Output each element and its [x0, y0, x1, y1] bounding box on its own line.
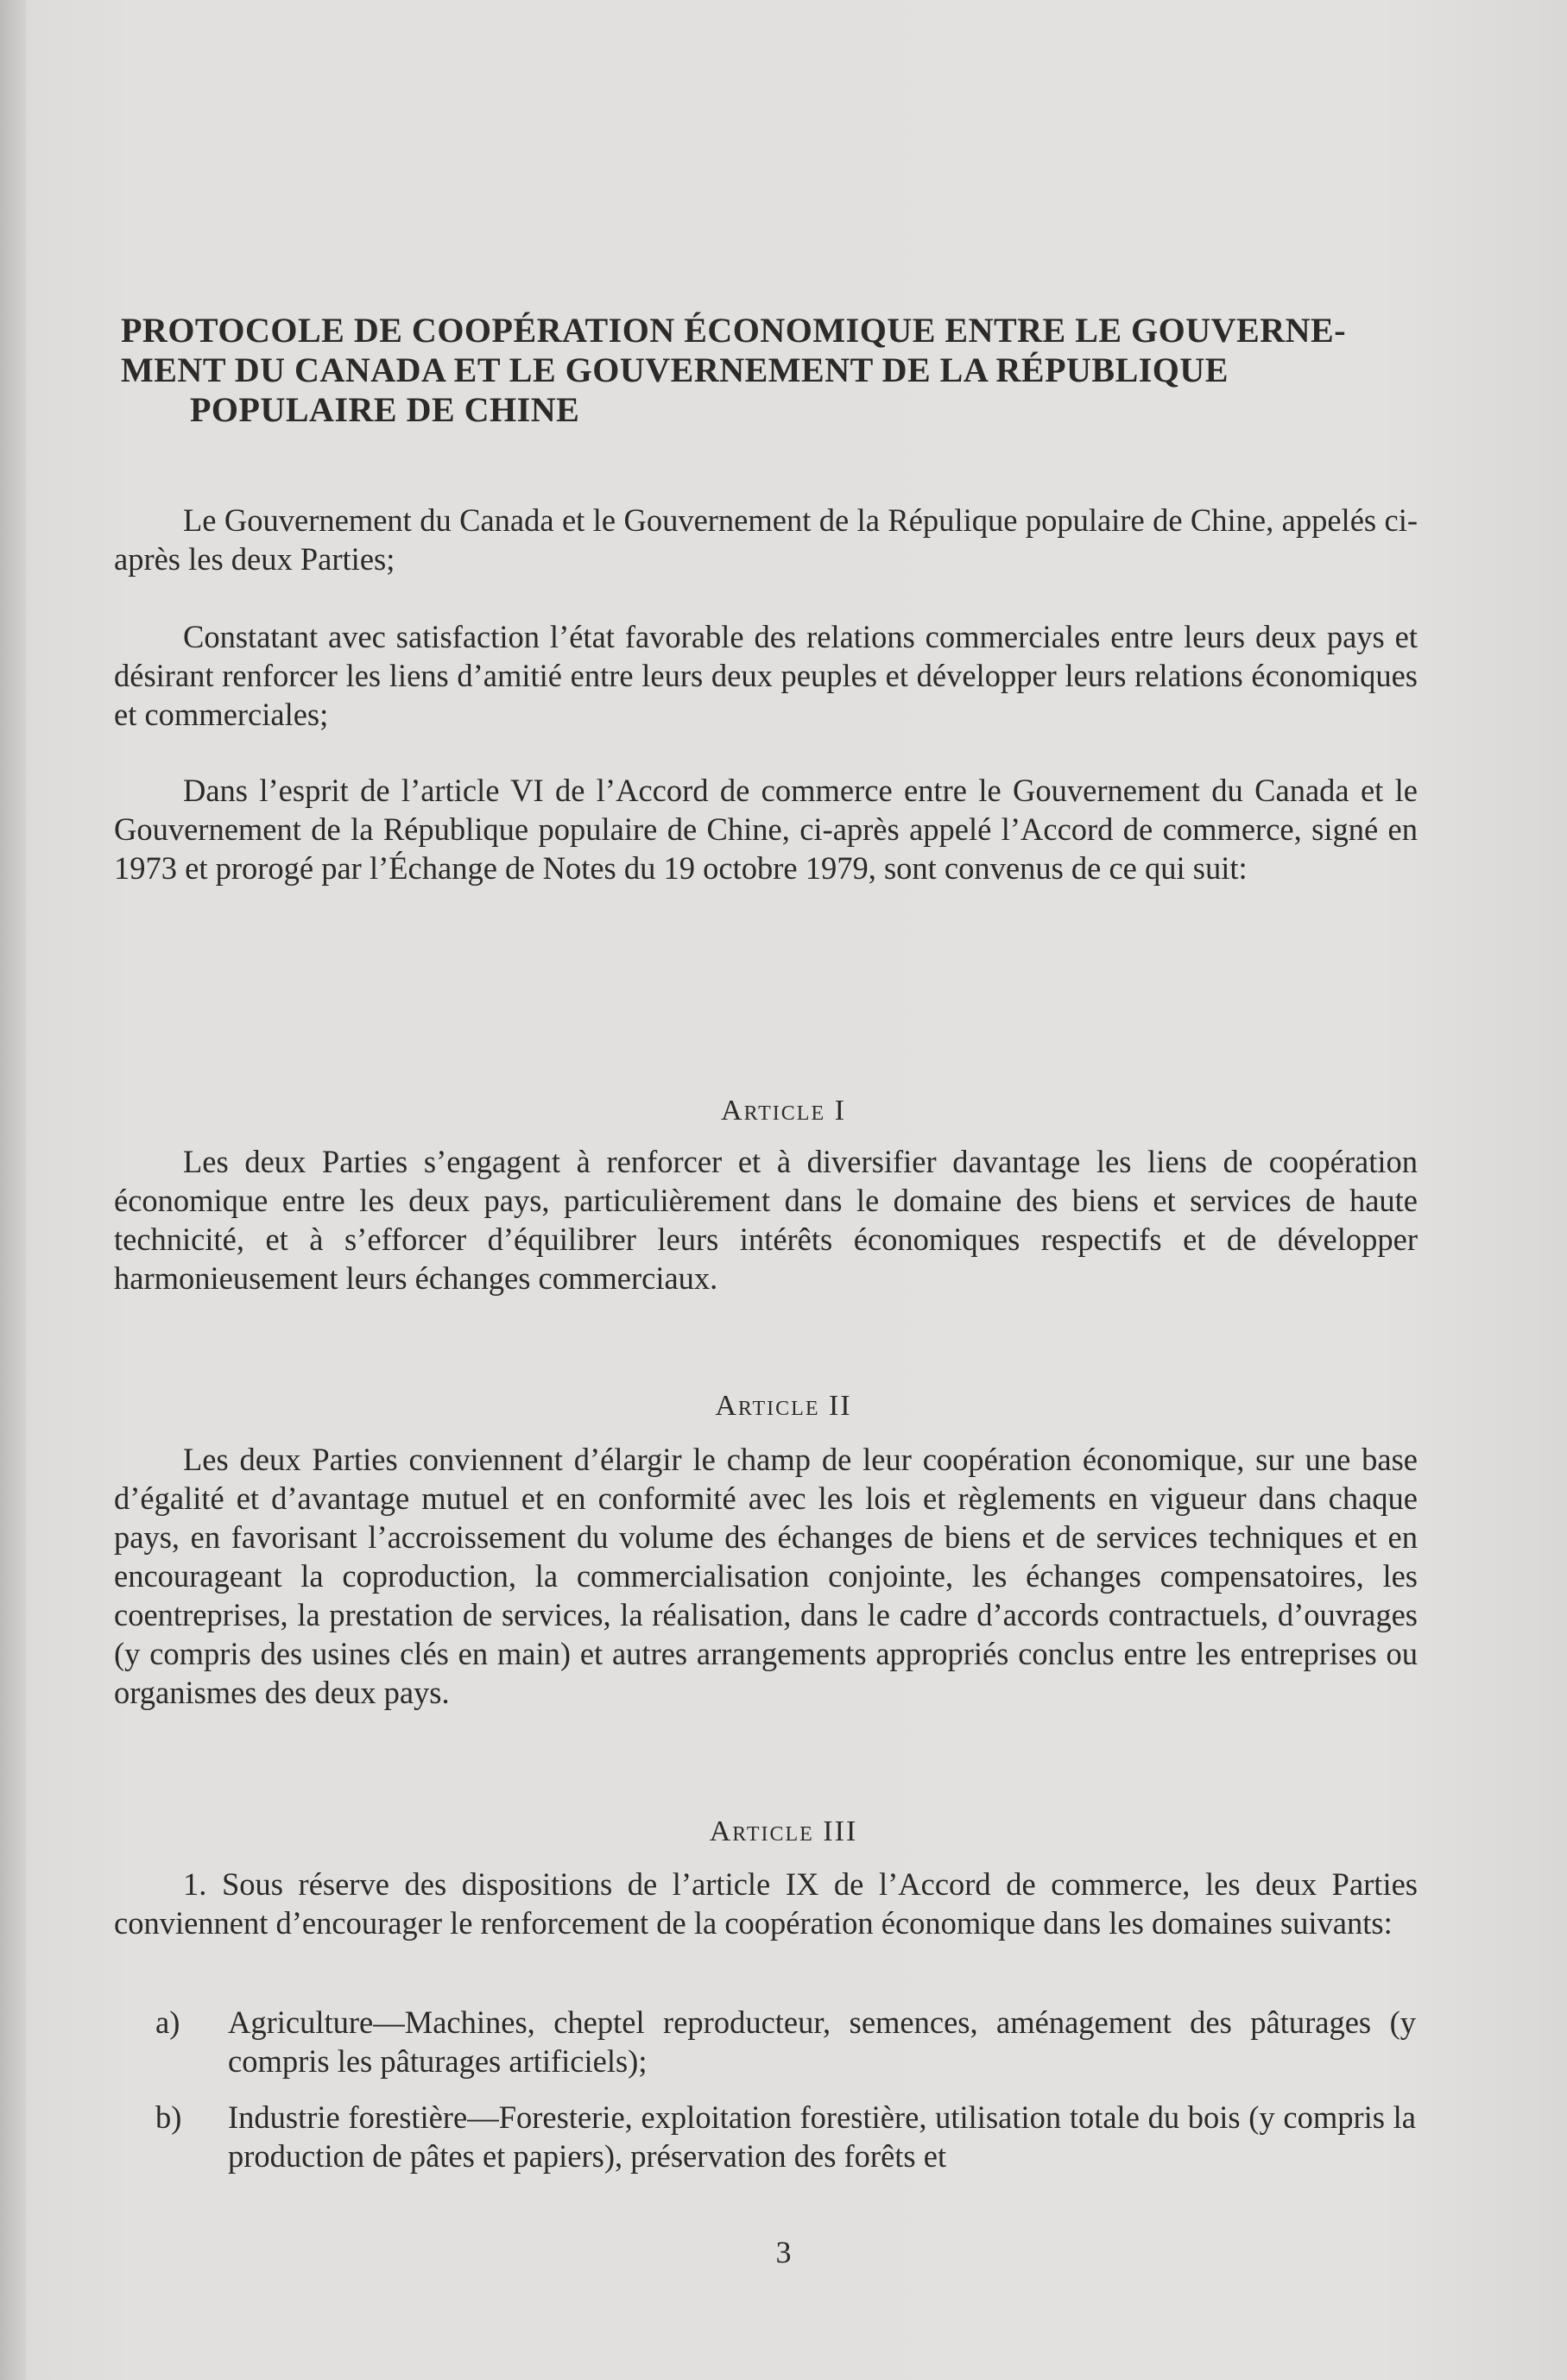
article-paragraph: Les deux Parties s’engagent à renforcer et à diversifier davantage les liens de coopération économique entre les deux pays, particulièrement dans le domaine des biens et services de haute technicité, et à s’efforcer d’équilibrer leurs intérêts économiques respectifs et de développer harmonieusement leurs échanges commerciaux. — [114, 1144, 1418, 1296]
article-heading: Article II — [715, 1390, 852, 1422]
article-heading: Article III — [709, 1815, 858, 1847]
list-item-marker: b) — [155, 2099, 182, 2135]
preamble-paragraph: Constatant avec satisfaction l’état favorable des relations commerciales entre leurs deux pays et désirant renforcer les liens d’amitié entre leurs deux peuples et développer leurs relations économiques et commerciales; — [114, 619, 1418, 732]
article-paragraph: 1. Sous réserve des dispositions de l’article IX de l’Accord de commerce, les deux Parties conviennent d’encourager le renforcement de la coopération économique dans les domaines suivants: — [114, 1866, 1418, 1941]
list-item — [155, 2098, 1416, 2175]
title-line-2: MENT DU CANADA ET LE GOUVERNEMENT DE LA RÉPUBLIQUE — [121, 350, 1229, 389]
title-line-1: PROTOCOLE DE COOPÉRATION ÉCONOMIQUE ENTRE LE GOUVERNE- — [121, 311, 1347, 350]
title-line-3: POPULAIRE DE CHINE — [190, 390, 580, 429]
preamble-paragraph: Dans l’esprit de l’article VI de l’Accord de commerce entre le Gouvernement du Canada et le Gouvernement de la République populaire de Chine, ci-après appelé l’Accord de commerce, signé en 1973 et prorogé par l’Échange de Notes du 19 octobre 1979, sont convenus de ce qui suit: — [114, 773, 1418, 886]
binding-edge — [0, 0, 26, 2380]
page-number: 3 — [775, 2235, 792, 2270]
preamble-paragraph: Le Gouvernement du Canada et le Gouvernement de la Répulique populaire de Chine, appelés ci-après les deux Parties; — [114, 502, 1418, 577]
list-item-marker: a) — [155, 2004, 180, 2040]
article-heading: Article I — [721, 1095, 846, 1127]
document-title — [121, 311, 1433, 430]
article-paragraph: Les deux Parties conviennent d’élargir le champ de leur coopération économique, sur une base d’égalité et d’avantage mutuel et en conformité avec les lois et règlements en vigueur dans chaque pays, en favorisant l’accroissement du volume des échanges de biens et de services techniques et en encourageant la coproduction, la commercialisation conjointe, les échanges compensatoires, les coentreprises, la prestation de services, la réalisation, dans le cadre d’accords contractuels, d’ouvrages (y compris des usines clés en main) et autres arrangements appropriés conclus entre les entreprises ou organismes des deux pays. — [114, 1442, 1418, 1710]
list-item-text: Industrie forestière—Foresterie, exploitation forestière, utilisation totale du bois (y compris la production de pâtes et papiers), préservation des forêts et — [228, 2099, 1416, 2174]
list-item-text: Agriculture—Machines, cheptel reproducteur, semences, aménagement des pâturages (y compris les pâturages artificiels); — [228, 2004, 1416, 2079]
list-item — [155, 2003, 1416, 2080]
